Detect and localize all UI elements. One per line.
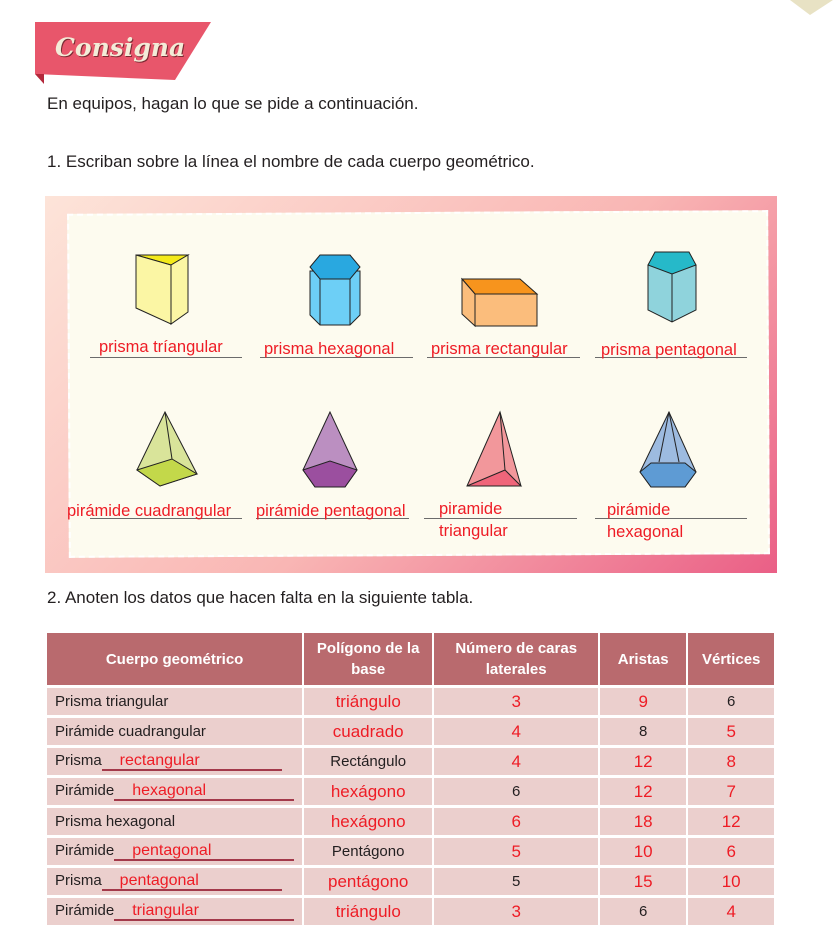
shape-answer[interactable]: prisma tríangular [99,338,223,356]
triangular-prism-icon [133,252,193,328]
banner-title: Consigna [55,33,186,62]
cell-cuerpo: Pirámide cuadrangular [47,718,302,745]
table-row [47,748,774,775]
cell-cuerpo [47,838,302,865]
cell-caras[interactable]: 4 [434,718,598,745]
table-row [47,838,774,865]
cell-base[interactable]: cuadrado [304,718,432,745]
shape-answer[interactable]: prisma pentagonal [601,341,737,359]
cuerpo-prefix: Prisma [55,752,102,769]
question-2: 2. Anoten los datos que hacen falta en la siguiente tabla. [47,588,474,607]
cell-aristas[interactable]: 15 [600,868,686,895]
cell-vertices[interactable]: 5 [688,718,774,745]
triangular-pyramid-icon [465,410,525,490]
cuerpo-answer[interactable]: triangular [114,903,294,921]
header-cuerpo: Cuerpo geométrico [47,633,302,685]
cell-vertices[interactable]: 12 [688,808,774,835]
cell-cuerpo: Prisma triangular [47,688,302,715]
answer-line [90,357,242,358]
header-base: Polígono de la base [304,633,432,685]
cell-base[interactable]: hexágono [304,808,432,835]
cell-caras[interactable]: 3 [434,898,598,925]
cell-aristas[interactable]: 18 [600,808,686,835]
cuerpo-prefix: Pirámide [55,782,115,799]
cell-base: Pentágono [304,838,432,865]
cell-base[interactable]: pentágono [304,868,432,895]
table-row [47,868,774,895]
cell-cuerpo: Prisma hexagonal [47,808,302,835]
cell-cuerpo [47,748,302,775]
pentagonal-pyramid-icon [300,410,364,490]
cell-base: Rectángulo [304,748,432,775]
cell-aristas[interactable]: 12 [600,748,686,775]
shape-answer-line2[interactable]: hexagonal [607,523,684,541]
shape-answer[interactable]: pirámide cuadrangular [67,502,232,520]
hexagonal-pyramid-icon [637,410,701,490]
cell-caras[interactable]: 4 [434,748,598,775]
shape-answer[interactable]: piramide [439,500,503,518]
cell-aristas[interactable]: 12 [600,778,686,805]
rectangular-prism-icon [460,276,540,330]
header-caras: Número de caras laterales [434,633,598,685]
cell-vertices[interactable]: 10 [688,868,774,895]
cuerpo-answer[interactable]: pentagonal [114,843,294,861]
shape-answer[interactable]: prisma rectangular [431,340,568,358]
cell-vertices[interactable]: 6 [688,838,774,865]
page-corner-icon [790,0,833,16]
cell-vertices[interactable]: 4 [688,898,774,925]
header-vertices: Vértices [688,633,774,685]
cell-caras[interactable]: 5 [434,838,598,865]
shape-answer[interactable]: pirámide [607,501,671,519]
shape-answer[interactable]: prisma hexagonal [264,340,395,358]
cell-vertices: 6 [688,688,774,715]
cuerpo-prefix: Prisma [55,872,102,889]
cell-base[interactable]: triángulo [304,688,432,715]
cell-aristas[interactable]: 10 [600,838,686,865]
shape-answer-line2[interactable]: triangular [439,522,508,540]
cell-cuerpo [47,898,302,925]
cuerpo-answer[interactable]: rectangular [102,753,282,771]
cell-aristas: 6 [600,898,686,925]
data-table [45,630,776,928]
table-row [47,898,774,925]
table-row [47,808,774,835]
cell-caras[interactable]: 3 [434,688,598,715]
cell-aristas[interactable]: 9 [600,688,686,715]
cell-cuerpo [47,868,302,895]
question-1: 1. Escriban sobre la línea el nombre de cada cuerpo geométrico. [47,152,535,171]
table-row [47,688,774,715]
shape-answer[interactable]: pirámide pentagonal [256,502,406,520]
cell-caras[interactable]: 6 [434,808,598,835]
table-row [47,778,774,805]
cuerpo-answer[interactable]: pentagonal [102,873,282,891]
cell-caras: 6 [434,778,598,805]
cuerpo-prefix: Pirámide [55,902,115,919]
pentagonal-prism-icon [645,250,699,328]
hexagonal-prism-icon [306,253,364,329]
cuerpo-prefix: Pirámide [55,842,115,859]
cell-base[interactable]: triángulo [304,898,432,925]
cell-cuerpo [47,778,302,805]
intro-text: En equipos, hagan lo que se pide a continuación. [47,94,419,113]
cell-vertices[interactable]: 7 [688,778,774,805]
table-row [47,718,774,745]
header-aristas: Aristas [600,633,686,685]
cell-caras: 5 [434,868,598,895]
cuerpo-answer[interactable]: hexagonal [114,783,294,801]
cell-base[interactable]: hexágono [304,778,432,805]
square-pyramid-icon [135,410,199,490]
cell-vertices[interactable]: 8 [688,748,774,775]
cell-aristas: 8 [600,718,686,745]
